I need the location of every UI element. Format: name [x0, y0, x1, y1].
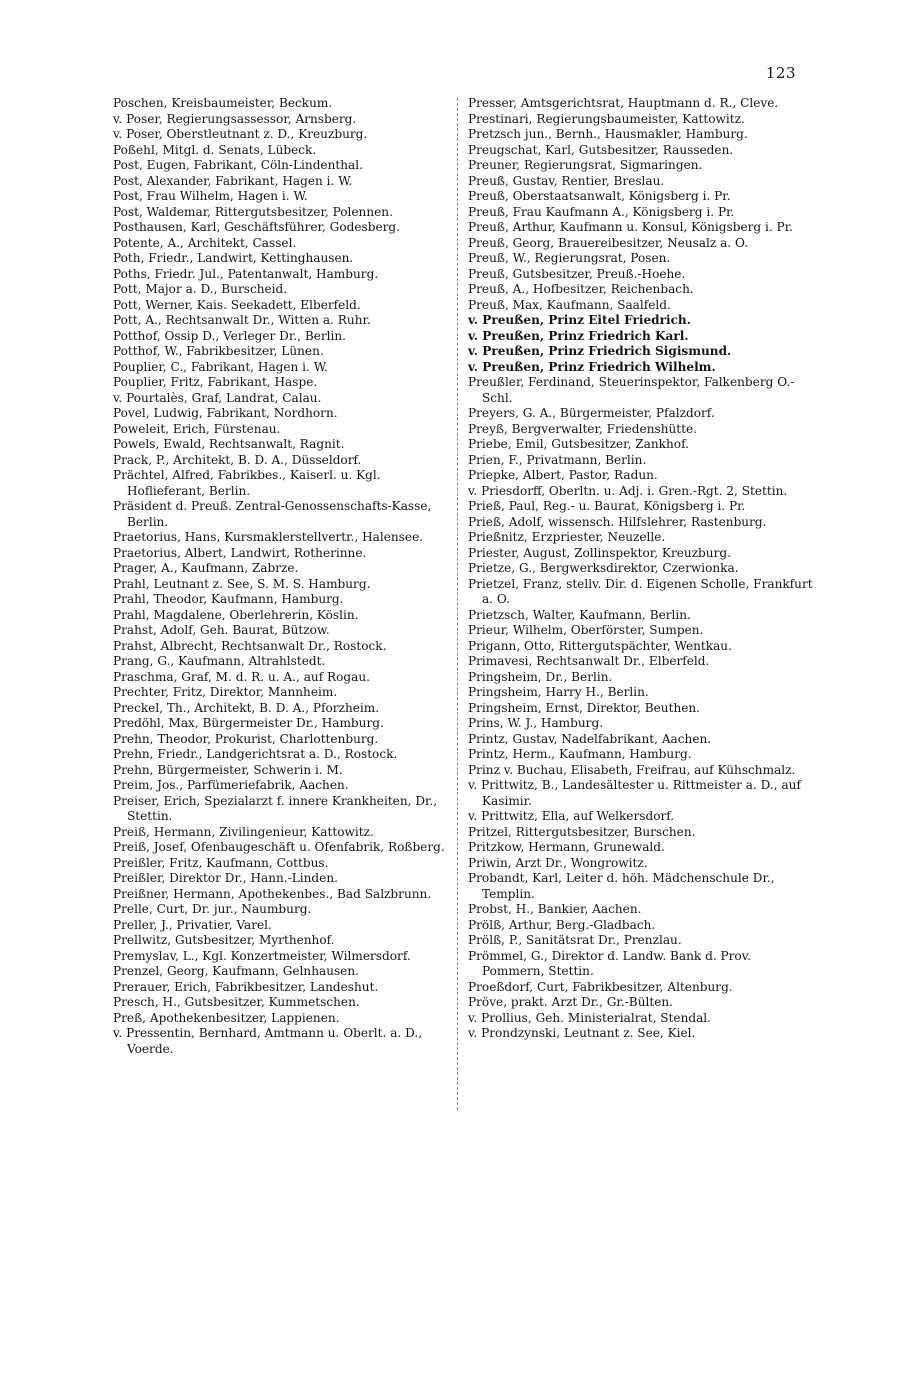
directory-entry: Poths, Friedr. Jul., Patentanwalt, Hamburg. [113, 266, 379, 281]
directory-entry: Posthausen, Karl, Geschäftsführer, Godesberg. [113, 220, 400, 234]
directory-entry: Pringsheim, Ernst, Direktor, Beuthen. [468, 700, 701, 715]
directory-entry: Priepke, Albert, Pastor, Radun. [468, 468, 658, 482]
directory-entry: Prechter, Fritz, Direktor, Mannheim. [113, 685, 338, 699]
directory-entry: Preugschat, Karl, Gutsbesitzer, Rausseden. [468, 142, 734, 157]
directory-entry: Prins, W. J., Hamburg. [468, 716, 604, 730]
directory-entry: Prelle, Curt, Dr. jur., Naumburg. [113, 902, 312, 916]
directory-entry: Prehn, Bürgermeister, Schwerin i. M. [113, 762, 343, 777]
directory-entry: Prigann, Otto, Rittergutspächter, Wentkau. [468, 638, 732, 653]
directory-entry: Printz, Gustav, Nadelfabrikant, Aachen. [468, 731, 712, 746]
directory-entry: Preuß, Gutsbesitzer, Preuß.-Hoehe. [468, 266, 686, 281]
directory-entry: Preyß, Bergverwalter, Friedenshütte. [468, 421, 697, 436]
directory-entry: Prietzsch, Walter, Kaufmann, Berlin. [468, 607, 691, 622]
directory-entry: Preyers, G. A., Bürgermeister, Pfalzdorf. [468, 406, 715, 420]
directory-entry: Preuß, A., Hofbesitzer, Reichenbach. [468, 282, 694, 296]
directory-entry: Pott, Major a. D., Burscheid. [113, 282, 288, 296]
directory-entry: Preller, J., Privatier, Varel. [113, 917, 272, 932]
directory-entry: Premyslav, L., Kgl. Konzertmeister, Wilmersdorf. [113, 948, 411, 963]
column-divider [457, 98, 458, 1110]
directory-entry: Potente, A., Architekt, Cassel. [113, 235, 297, 250]
directory-entry: Prahst, Albrecht, Rechtsanwalt Dr., Rostock. [113, 638, 387, 653]
directory-entry: Potthof, Ossip D., Verleger Dr., Berlin. [113, 328, 347, 343]
directory-entry: Prinz v. Buchau, Elisabeth, Freifrau, auf Kühschmalz. [468, 762, 796, 777]
directory-entry: Preß, Apothekenbesitzer, Lappienen. [113, 1010, 340, 1025]
directory-entry: Prehn, Friedr., Landgerichtsrat a. D., Rostock. [113, 747, 398, 761]
directory-entry: Preißler, Fritz, Kaufmann, Cottbus. [113, 855, 329, 870]
directory-entry: Povel, Ludwig, Fabrikant, Nordhorn. [113, 406, 338, 420]
directory-entry: Priwin, Arzt Dr., Wongrowitz. [468, 855, 648, 870]
directory-entry: v. Prittwitz, Ella, auf Welkersdorf. [468, 809, 675, 823]
directory-entry: Post, Alexander, Fabrikant, Hagen i. W. [113, 173, 353, 188]
directory-entry: Preuß, Georg, Brauereibesitzer, Neusalz a. O. [468, 235, 749, 250]
directory-entry: Preckel, Th., Architekt, B. D. A., Pforzheim. [113, 700, 380, 715]
directory-entry: Prächtel, Alfred, Fabrikbes., Kaiserl. u. Kgl. Hoflieferant, Berlin. [113, 468, 381, 498]
directory-entry: Prölß, P., Sanitätsrat Dr., Prenzlau. [468, 933, 682, 947]
directory-entry: Prien, F., Privatmann, Berlin. [468, 452, 647, 467]
directory-entry: Prahl, Leutnant z. See, S. M. S. Hamburg. [113, 576, 371, 591]
directory-entry: Preiß, Josef, Ofenbaugeschäft u. Ofenfabrik, Roßberg. [113, 840, 445, 854]
directory-entry: Prahl, Theodor, Kaufmann, Hamburg. [113, 592, 344, 606]
directory-entry: Proeßdorf, Curt, Fabrikbesitzer, Altenburg. [468, 979, 733, 994]
directory-entry: Pouplier, C., Fabrikant, Hagen i. W. [113, 359, 328, 374]
directory-entry: v. Preußen, Prinz Eitel Friedrich. [468, 313, 691, 327]
directory-entry: Prang, G., Kaufmann, Altrahlstedt. [113, 654, 326, 668]
directory-entry: Post, Eugen, Fabrikant, Cöln-Lindenthal. [113, 158, 363, 172]
directory-entry: Preußler, Ferdinand, Steuerinspektor, Falkenberg O.-Schl. [468, 375, 795, 405]
directory-entry: Pretzsch jun., Bernh., Hausmakler, Hamburg. [468, 127, 748, 141]
directory-entry: Powels, Ewald, Rechtsanwalt, Ragnit. [113, 437, 345, 451]
directory-entry: v. Priesdorff, Oberltn. u. Adj. i. Gren.-Rgt. 2, Stettin. [468, 483, 788, 498]
directory-entry: Praetorius, Hans, Kursmaklerstellvertr., Halensee. [113, 530, 424, 544]
directory-entry: Prömmel, G., Direktor d. Landw. Bank d. Prov. Pommern, Stettin. [468, 948, 751, 978]
directory-entry: v. Preußen, Prinz Friedrich Karl. [468, 328, 689, 343]
directory-entry: Prellwitz, Gutsbesitzer, Myrthenhof. [113, 933, 335, 947]
directory-entry: v. Poser, Oberstleutnant z. D., Kreuzburg. [113, 127, 368, 141]
directory-entry: Prenzel, Georg, Kaufmann, Gelnhausen. [113, 964, 359, 978]
page-number: 123 [765, 64, 796, 82]
directory-entry: Preiß, Hermann, Zivilingenieur, Kattowitz. [113, 824, 374, 839]
directory-entry: Pringsheim, Harry H., Berlin. [468, 685, 649, 699]
directory-entry: Präsident d. Preuß. Zentral-Genossenschafts-Kasse, Berlin. [113, 499, 432, 529]
directory-entry: Prieß, Adolf, wissensch. Hilfslehrer, Rastenburg. [468, 514, 767, 529]
directory-entry: Prölß, Arthur, Berg.-Gladbach. [468, 917, 656, 932]
directory-entry: Primavesi, Rechtsanwalt Dr., Elberfeld. [468, 654, 710, 668]
directory-entry: Poweleit, Erich, Fürstenau. [113, 421, 281, 436]
directory-entry: Prietze, G., Bergwerksdirektor, Czerwionka. [468, 561, 739, 575]
directory-entry: Poth, Friedr., Landwirt, Kettinghausen. [113, 251, 354, 265]
directory-entry: Poschen, Kreisbaumeister, Beckum. [113, 96, 333, 110]
directory-entry: Praschma, Graf, M. d. R. u. A., auf Rogau. [113, 669, 370, 684]
directory-entry: Praetorius, Albert, Landwirt, Rotherinne. [113, 545, 367, 560]
directory-entry: Post, Waldemar, Rittergutsbesitzer, Polennen. [113, 204, 393, 219]
directory-entry: Prietzel, Franz, stellv. Dir. d. Eigenen Scholle, Frankfurt a. O. [468, 576, 813, 606]
directory-entry: Potthof, W., Fabrikbesitzer, Lünen. [113, 344, 324, 358]
directory-entry: Prahst, Adolf, Geh. Baurat, Bützow. [113, 623, 330, 637]
directory-entry: Predöhl, Max, Bürgermeister Dr., Hamburg. [113, 716, 384, 730]
left-column [113, 96, 455, 1057]
directory-entry: Preim, Jos., Parfümeriefabrik, Aachen. [113, 778, 349, 792]
directory-entry: Preuner, Regierungsrat, Sigmaringen. [468, 158, 703, 172]
directory-entry: Poßehl, Mitgl. d. Senats, Lübeck. [113, 142, 317, 157]
directory-entry: Presch, H., Gutsbesitzer, Kummetschen. [113, 995, 360, 1009]
directory-entry: Printz, Herm., Kaufmann, Hamburg. [468, 747, 692, 761]
directory-entry: Preiser, Erich, Spezialarzt f. innere Krankheiten, Dr., Stettin. [113, 793, 438, 823]
directory-entry: Pritzkow, Hermann, Grunewald. [468, 840, 665, 854]
directory-entry: Prerauer, Erich, Fabrikbesitzer, Landeshut. [113, 979, 379, 994]
directory-entry: Preißner, Hermann, Apothekenbes., Bad Salzbrunn. [113, 886, 432, 901]
directory-entry: v. Prollius, Geh. Ministerialrat, Stendal. [468, 1010, 712, 1025]
right-column [468, 96, 816, 1042]
directory-entry: Pringsheim, Dr., Berlin. [468, 669, 613, 684]
directory-entry: v. Pressentin, Bernhard, Amtmann u. Oberlt. a. D., Voerde. [113, 1026, 423, 1056]
directory-entry: Prager, A., Kaufmann, Zabrze. [113, 561, 299, 575]
directory-entry: v. Preußen, Prinz Friedrich Wilhelm. [468, 359, 716, 374]
directory-entry: Pott, A., Rechtsanwalt Dr., Witten a. Ruhr. [113, 313, 371, 327]
directory-entry: v. Prondzynski, Leutnant z. See, Kiel. [468, 1026, 696, 1040]
directory-entry: v. Pourtalès, Graf, Landrat, Calau. [113, 390, 322, 405]
directory-entry: v. Preußen, Prinz Friedrich Sigismund. [468, 344, 732, 358]
directory-entry: Preuß, Max, Kaufmann, Saalfeld. [468, 297, 671, 312]
directory-entry: Post, Frau Wilhelm, Hagen i. W. [113, 189, 308, 203]
directory-entry: Prehn, Theodor, Prokurist, Charlottenburg. [113, 731, 379, 746]
directory-entry: Priester, August, Zollinspektor, Kreuzburg. [468, 545, 731, 560]
directory-entry: Probandt, Karl, Leiter d. höh. Mädchenschule Dr., Templin. [468, 871, 775, 901]
directory-entry: Priebe, Emil, Gutsbesitzer, Zankhof. [468, 437, 689, 451]
directory-entry: Preuß, Frau Kaufmann A., Königsberg i. Pr. [468, 204, 735, 219]
directory-entry: Pritzel, Rittergutsbesitzer, Burschen. [468, 824, 696, 839]
directory-entry: Presser, Amtsgerichtsrat, Hauptmann d. R., Cleve. [468, 96, 779, 110]
directory-entry: Pouplier, Fritz, Fabrikant, Haspe. [113, 375, 318, 389]
directory-entry: Preuß, Gustav, Rentier, Breslau. [468, 173, 665, 188]
directory-entry: Prieß, Paul, Reg.- u. Baurat, Königsberg i. Pr. [468, 499, 746, 513]
directory-entry: Pott, Werner, Kais. Seekadett, Elberfeld. [113, 297, 361, 312]
directory-entry: Prieur, Wilhelm, Oberförster, Sumpen. [468, 623, 704, 637]
directory-entry: v. Prittwitz, B., Landesältester u. Rittmeister a. D., auf Kasimir. [468, 778, 801, 808]
directory-entry: Preuß, Arthur, Kaufmann u. Konsul, Königsberg i. Pr. [468, 220, 793, 234]
directory-entry: Prestinari, Regierungsbaumeister, Kattowitz. [468, 111, 745, 126]
directory-entry: Prießnitz, Erzpriester, Neuzelle. [468, 530, 666, 544]
directory-entry: Preißler, Direktor Dr., Hann.-Linden. [113, 871, 338, 885]
directory-entry: Prahl, Magdalene, Oberlehrerin, Köslin. [113, 607, 359, 622]
directory-entry: Prack, P., Architekt, B. D. A., Düsseldorf. [113, 452, 362, 467]
directory-entry: Pröve, prakt. Arzt Dr., Gr.-Bülten. [468, 995, 673, 1009]
directory-entry: v. Poser, Regierungsassessor, Arnsberg. [113, 111, 357, 126]
directory-entry: Probst, H., Bankier, Aachen. [468, 902, 642, 916]
directory-entry: Preuß, W., Regierungsrat, Posen. [468, 251, 671, 265]
directory-entry: Preuß, Oberstaatsanwalt, Königsberg i. Pr. [468, 189, 731, 203]
